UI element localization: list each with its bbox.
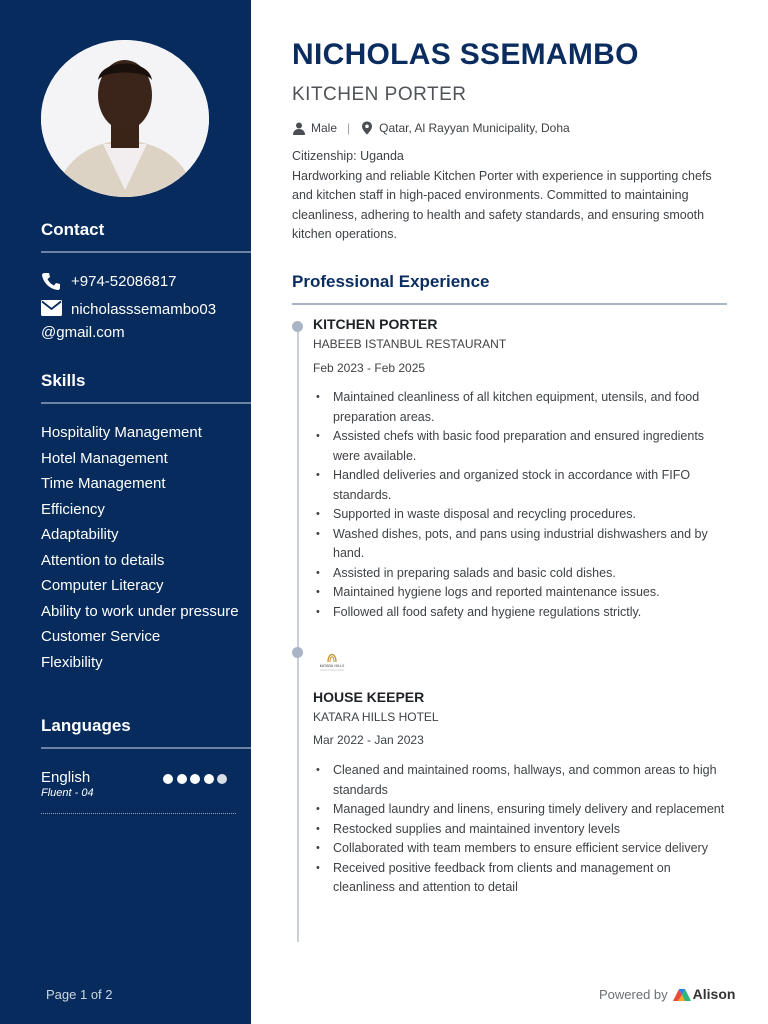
alison-logo-icon [673, 988, 691, 1001]
experience-heading: Professional Experience [292, 272, 490, 291]
personal-meta [292, 121, 570, 135]
skills-list [41, 423, 241, 678]
job-responsibilities [313, 388, 733, 622]
job-responsibilities [313, 761, 733, 898]
skill-item: Flexibility [41, 653, 103, 671]
alison-brand-name: Alison [692, 986, 736, 1002]
skill-item: Efficiency [41, 500, 105, 518]
language-name: English [41, 769, 91, 786]
contact-divider [41, 251, 251, 253]
list-item: • Maintained cleanliness of all kitchen equipment, utensils, and food preparation areas. [313, 388, 733, 427]
job-company: HABEEB ISTANBUL RESTAURANT [313, 337, 507, 351]
location: Qatar, Al Rayyan Municipality, Doha [379, 121, 570, 135]
experience-divider [292, 303, 727, 305]
main-content [251, 0, 768, 1024]
skill-item: Attention to details [41, 551, 165, 569]
page-number: Page 1 of 2 [46, 987, 113, 1002]
list-item: • Cleaned and maintained rooms, hallways, and common areas to high standards [313, 761, 733, 800]
location-pin-icon [360, 121, 374, 135]
phone-row [41, 272, 177, 290]
gender: Male [311, 121, 338, 135]
person-icon [292, 121, 306, 135]
rating-dot-filled [163, 774, 173, 784]
skill-item: Computer Literacy [41, 577, 164, 594]
language-level: Fluent - 04 [41, 787, 94, 799]
company-logo-text: KATARA HILLS [319, 664, 345, 668]
list-item: • Followed all food safety and hygiene regulations strictly. [313, 603, 733, 623]
phone-icon [41, 272, 63, 290]
list-item: • Managed laundry and linens, ensuring timely delivery and replacement [313, 800, 733, 820]
skill-item: Hospitality Management [41, 424, 202, 441]
email-address-part1[interactable]: nicholasssemambo03 [71, 301, 217, 318]
rating-dot-filled [177, 774, 187, 784]
list-item: • Handled deliveries and organized stock in accordance with FIFO standards. [313, 466, 733, 505]
timeline-dot [292, 647, 303, 658]
powered-by [599, 986, 735, 1002]
timeline-line [297, 326, 299, 942]
phone-number[interactable]: +974-52086817 [71, 272, 177, 290]
list-item: • Supported in waste disposal and recycling procedures. [313, 505, 733, 525]
skill-item: Customer Service [41, 628, 161, 645]
rating-dot-filled [190, 774, 200, 784]
list-item: • Collaborated with team members to ensure efficient service delivery [313, 839, 733, 859]
list-item: • Received positive feedback from clients and management on cleanliness and attention to detail [313, 859, 733, 898]
languages-divider [41, 747, 251, 749]
list-item: • Assisted in preparing salads and basic cold dishes. [313, 564, 733, 584]
rating-dot-empty [217, 774, 227, 784]
skills-heading: Skills [41, 371, 86, 390]
summary-text: Hardworking and reliable Kitchen Porter with experience in supporting chefs and kitchen staff in high-paced environments. Committed to maintaining cleanliness, adhering to health and safety standards, and ensuring smooth kitchen operations. [292, 168, 712, 241]
profile-photo [41, 40, 209, 197]
candidate-name: NICHOLAS SSEMAMBO [292, 38, 639, 71]
email-address-part2[interactable]: @gmail.com [41, 324, 125, 341]
job-dates: Feb 2023 - Feb 2025 [313, 361, 426, 375]
powered-by-label: Powered by [599, 986, 668, 1002]
job-dates: Mar 2022 - Jan 2023 [313, 733, 424, 747]
job-title: HOUSE KEEPER [313, 689, 425, 705]
contact-heading: Contact [41, 220, 105, 239]
timeline-dot [292, 321, 303, 332]
list-item: • Assisted chefs with basic food preparation and ensured ingredients were available. [313, 427, 733, 466]
email-row [41, 298, 241, 344]
job-title: KITCHEN PORTER [313, 316, 438, 332]
profile-summary [292, 147, 717, 245]
skill-item: Time Management [41, 475, 166, 492]
language-rating [163, 774, 231, 784]
email-icon [41, 300, 63, 316]
meta-separator: | [347, 121, 351, 135]
skill-item: Ability to work under pressure [41, 602, 239, 620]
languages-heading: Languages [41, 716, 131, 735]
candidate-role: KITCHEN PORTER [292, 84, 467, 105]
rating-dot-filled [204, 774, 214, 784]
list-item: • Maintained hygiene logs and reported maintenance issues. [313, 583, 733, 603]
languages-dotted-divider [41, 813, 236, 814]
company-logo [314, 646, 350, 674]
job-company: KATARA HILLS HOTEL [313, 710, 439, 724]
skill-item: Adaptability [41, 526, 119, 543]
citizenship: Citizenship: Uganda [292, 149, 404, 163]
skill-item: Hotel Management [41, 449, 168, 467]
list-item: • Washed dishes, pots, and pans using industrial dishwashers and by hand. [313, 525, 733, 564]
skills-divider [41, 402, 251, 404]
sidebar [0, 0, 251, 1024]
list-item: • Restocked supplies and maintained inventory levels [313, 820, 733, 840]
alison-brand[interactable] [673, 986, 736, 1002]
